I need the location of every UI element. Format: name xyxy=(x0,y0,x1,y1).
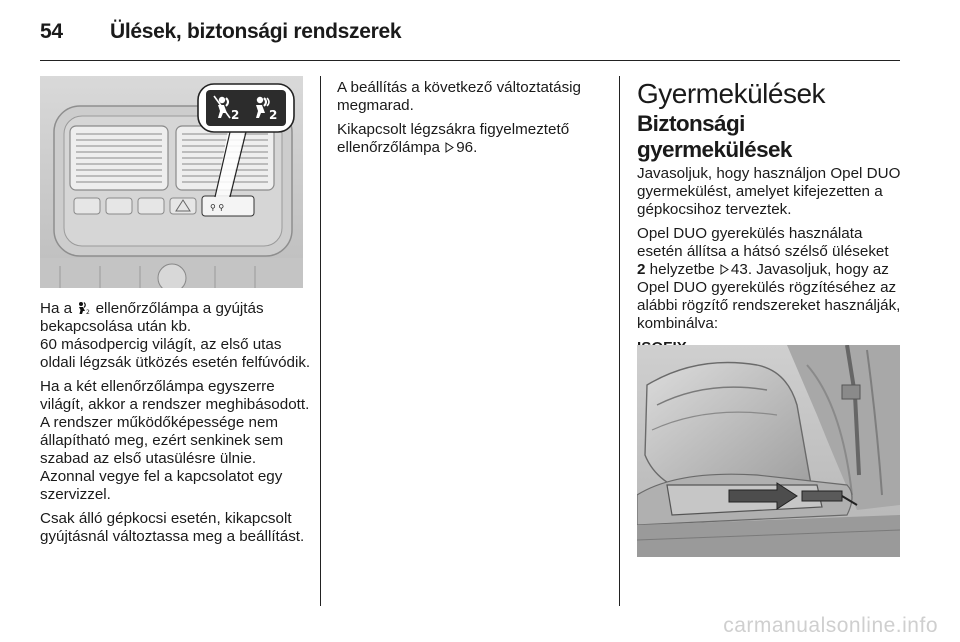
p2-part-a: Opel DUO gyerekülés használata esetén állítsa a hátsó szélső üléseket xyxy=(637,225,889,260)
svg-text:⚲ ⚲: ⚲ ⚲ xyxy=(210,203,225,212)
section-title: Gyermekülések xyxy=(637,78,826,109)
paragraph-change-setting: Csak álló gépkocsi esetén, kikapcsolt gyújtásnál változtassa meg a beállítást. xyxy=(40,510,305,545)
p2-text: Kikapcsolt légzsákra figyelmeztető ellenőrzőlámpa xyxy=(337,121,570,156)
airbag-off-passenger-icon xyxy=(212,94,242,122)
paragraph-warning-lamp xyxy=(337,121,609,157)
column-divider-right xyxy=(619,76,620,606)
p1-after-icon: ellenőrzőlámpa a gyújtás bekapcsolása után kb. xyxy=(40,300,264,335)
svg-text:2: 2 xyxy=(86,309,91,315)
p1-line2: 60 másodpercig világít, az első utas oldali légzsák ütközés esetén felfúvódik. xyxy=(40,336,311,371)
figure-vent-panel xyxy=(40,76,303,288)
page-title: Ülések, biztonsági rendszerek xyxy=(110,20,402,43)
page-reference-link[interactable]: 96. xyxy=(456,139,478,156)
paragraph-airbag-lamp xyxy=(40,300,312,372)
position-number: 2 xyxy=(637,261,646,278)
page-number: 54 xyxy=(40,20,63,43)
paragraph-recommendation: Javasoljuk, hogy használjon Opel DUO gyermekülést, amelyet kifejezetten a gépkocsihoz terveztek. xyxy=(637,165,901,218)
column-1 xyxy=(40,300,312,552)
watermark: carmanualsonline.info xyxy=(723,614,938,637)
paragraph-both-lamps: Ha a két ellenőrzőlámpa egyszerre világít, akkor a rendszer meghibásodott. A rendszer működőképessége nem állapítható meg, ezért senkinek sem szabad az első utasülésre ülnie. Azonnal vegye fel a kapcsolatot egy szervizzel. xyxy=(40,378,310,503)
airbag-passenger-icon xyxy=(76,301,91,315)
page-reference-link[interactable]: 43. Javasoljuk, hogy az Opel DUO gyerekülés rögzítéséhez az alábbi rögzítő rendszereket használják, kombinálva: xyxy=(637,261,901,332)
column-3 xyxy=(637,79,905,363)
column-2 xyxy=(337,79,609,163)
child-seat-illustration xyxy=(637,345,900,557)
subsection-title: Biztonsági gyermekülések xyxy=(637,111,792,162)
page-reference-arrow-icon xyxy=(720,264,729,275)
p2-part-b: helyzetbe xyxy=(645,261,715,278)
header-rule xyxy=(40,60,900,61)
airbag-icon-label-1: 2 xyxy=(231,108,240,122)
p1-before-icon: Ha a xyxy=(40,300,73,317)
column-divider-left xyxy=(320,76,321,606)
paragraph-duo-usage xyxy=(637,225,905,333)
airbag-on-passenger-icon xyxy=(250,94,280,122)
page-reference-arrow-icon xyxy=(445,142,454,153)
figure-child-seat xyxy=(637,345,900,557)
paragraph-setting-persists: A beállítás a következő változtatásig megmarad. xyxy=(337,79,581,114)
airbag-icon-label-2: 2 xyxy=(269,108,278,122)
